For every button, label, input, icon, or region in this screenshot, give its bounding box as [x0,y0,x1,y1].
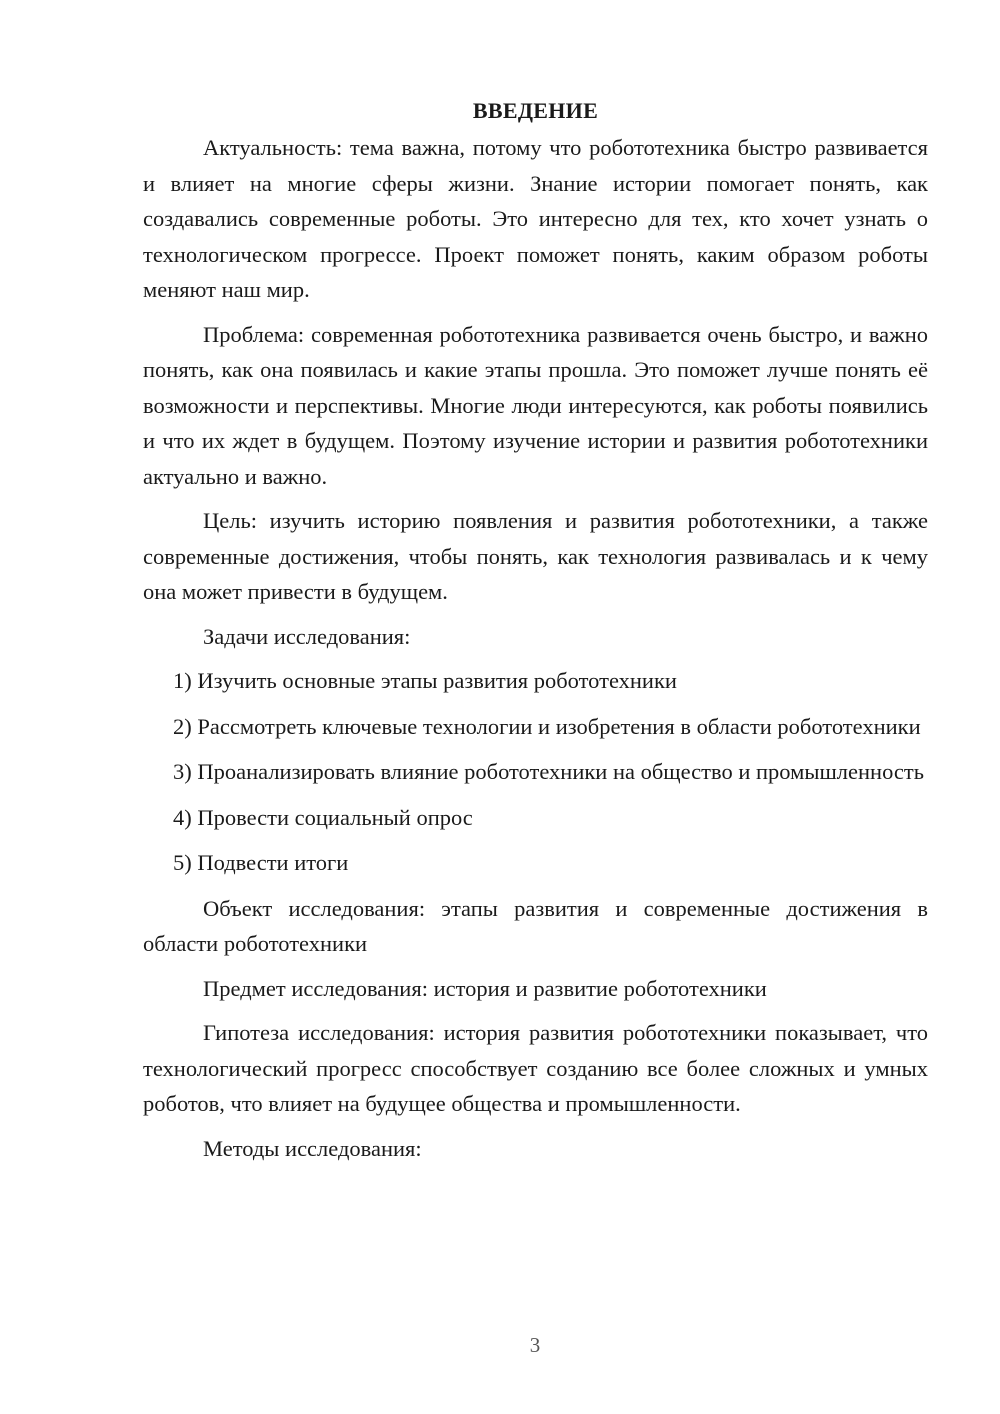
list-item: 2) Рассмотреть ключевые технологии и изобретения в области робототехники [173,713,921,739]
paragraph-hypothesis: Гипотеза исследования: история развития робототехники показывает, что технологический прогресс способствует созданию все более сложных и умных роботов, что влияет на будущее общества и промышленности. [143,1020,928,1116]
document-page [143,96,928,1175]
paragraph-problem: Проблема: современная робототехника развивается очень быстро, и важно понять, как она появилась и какие этапы прошла. Это поможет лучше понять её возможности и перспективы. Многие люди интересуются, как роботы появились и что их ждет в будущем. Поэтому изучение истории и развития робототехники актуально и важно. [143,321,928,489]
paragraph-relevance: Актуальность: тема важна, потому что робототехника быстро развивается и влияет на многие сферы жизни. Знание истории помогает понять, как создавались современные роботы. Это интересно для тех, кто хочет узнать о технологическом прогрессе. Проект поможет понять, каким образом роботы меняют наш мир. [143,135,928,302]
paragraph-subject: Предмет исследования: история и развитие робототехники [203,975,767,1001]
list-item: 4) Провести социальный опрос [173,804,473,830]
methods-heading: Методы исследования: [203,1135,422,1161]
page-number: 3 [529,1333,541,1357]
tasks-heading: Задачи исследования: [203,623,411,649]
list-item: 5) Подвести итоги [173,850,349,875]
list-item: 1) Изучить основные этапы развития робототехники [173,668,677,693]
list-item: 3) Проанализировать влияние робототехники на общество и промышленность [173,759,924,784]
paragraph-object: Объект исследования: этапы развития и современные достижения в области робототехники [143,895,928,956]
tasks-list [143,663,928,881]
paragraph-goal: Цель: изучить историю появления и развития робототехники, а также современные достижения, чтобы понять, как технология развивалась и к чему она может привести в будущем. [143,508,928,604]
document-title: ВВЕДЕНИЕ [472,98,599,123]
